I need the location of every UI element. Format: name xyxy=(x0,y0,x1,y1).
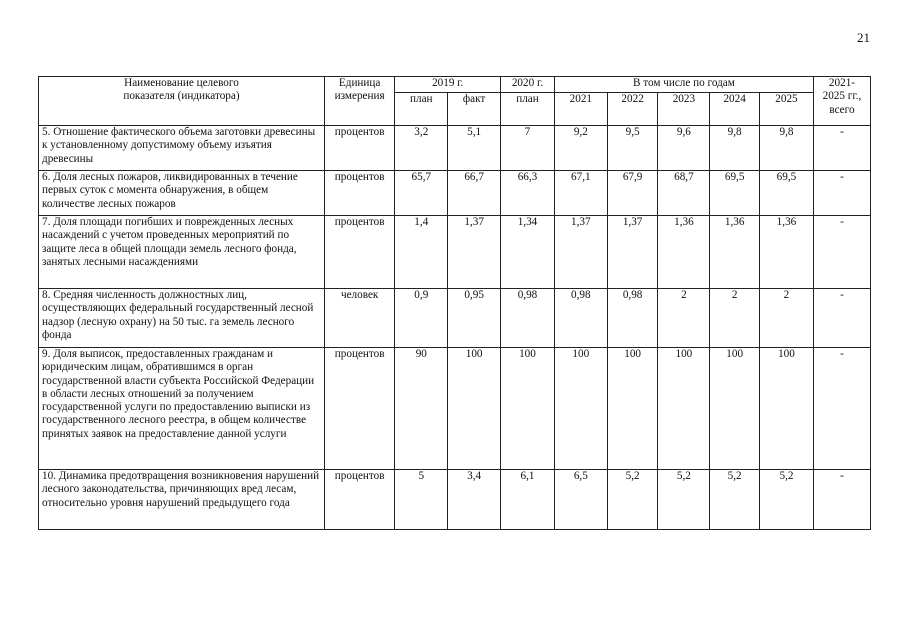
value-2019-fact: 3,4 xyxy=(448,470,501,530)
value-2019-fact: 1,37 xyxy=(448,216,501,289)
value-total: - xyxy=(813,171,870,216)
header-2022: 2022 xyxy=(607,93,658,126)
value-2025: 9,8 xyxy=(760,126,814,171)
header-year-2020: 2020 г. xyxy=(501,77,555,93)
value-2020-plan: 1,34 xyxy=(501,216,555,289)
indicator-name: 8. Средняя численность должностных лиц, осуществляющих федеральный государственный лесной надзор (лесную охрану) на 50 тыс. га земель лесного фонда xyxy=(39,289,325,348)
page-number: 21 xyxy=(857,30,870,45)
indicator-name: 10. Динамика предотвращения возникновения нарушений лесного законодательства, причиняющих вред лесам, относительно уровня нарушений предыдущего года xyxy=(39,470,325,530)
value-2020-plan: 0,98 xyxy=(501,289,555,348)
value-2025: 69,5 xyxy=(760,171,814,216)
indicator-name: 9. Доля выписок, предоставленных гражданам и юридическим лицам, обратившимся в орган государственной власти субъекта Российской Федерации в области лесных отношений за получением государственной услуги по предоставлению выписки из государственного лесного реестра, в общем количестве принятых заявок на предоставление данной услуги xyxy=(39,348,325,470)
value-2019-fact: 100 xyxy=(448,348,501,470)
value-2021: 100 xyxy=(554,348,607,470)
value-2024: 69,5 xyxy=(710,171,760,216)
value-2023: 100 xyxy=(658,348,710,470)
value-2024: 9,8 xyxy=(710,126,760,171)
value-2024: 100 xyxy=(710,348,760,470)
header-year-2019: 2019 г. xyxy=(395,77,501,93)
value-2023: 9,6 xyxy=(658,126,710,171)
value-2019-plan: 0,9 xyxy=(395,289,448,348)
header-by-years: В том числе по годам xyxy=(554,77,813,93)
value-2022: 67,9 xyxy=(607,171,658,216)
value-2024: 1,36 xyxy=(710,216,760,289)
header-total: 2021- 2025 гг., всего xyxy=(813,77,870,126)
indicator-unit: процентов xyxy=(324,348,394,470)
value-2021: 6,5 xyxy=(554,470,607,530)
indicator-unit: человек xyxy=(324,289,394,348)
value-2025: 100 xyxy=(760,348,814,470)
table-row xyxy=(39,171,871,216)
header-2019-plan: план xyxy=(395,93,448,126)
value-total: - xyxy=(813,348,870,470)
value-2019-plan: 65,7 xyxy=(395,171,448,216)
target-indicators-table xyxy=(38,76,871,530)
value-2021: 0,98 xyxy=(554,289,607,348)
value-2020-plan: 66,3 xyxy=(501,171,555,216)
value-2019-fact: 0,95 xyxy=(448,289,501,348)
table-row xyxy=(39,289,871,348)
value-2021: 67,1 xyxy=(554,171,607,216)
value-2023: 5,2 xyxy=(658,470,710,530)
header-unit: Единица измерения xyxy=(324,77,394,126)
value-2019-plan: 90 xyxy=(395,348,448,470)
value-2020-plan: 6,1 xyxy=(501,470,555,530)
header-2025: 2025 xyxy=(760,93,814,126)
value-2024: 2 xyxy=(710,289,760,348)
value-2023: 68,7 xyxy=(658,171,710,216)
table-row xyxy=(39,348,871,470)
value-2023: 1,36 xyxy=(658,216,710,289)
indicator-unit: процентов xyxy=(324,216,394,289)
value-2020-plan: 100 xyxy=(501,348,555,470)
value-total: - xyxy=(813,126,870,171)
value-2023: 2 xyxy=(658,289,710,348)
value-2022: 100 xyxy=(607,348,658,470)
header-2019-fact: факт xyxy=(448,93,501,126)
indicator-unit: процентов xyxy=(324,171,394,216)
value-2022: 1,37 xyxy=(607,216,658,289)
indicator-name: 6. Доля лесных пожаров, ликвидированных в течение первых суток с момента обнаружения, в общем количестве лесных пожаров xyxy=(39,171,325,216)
indicator-name: 7. Доля площади погибших и поврежденных лесных насаждений с учетом проведенных мероприятий по защите леса в общей площади земель лесного фонда, занятых лесными насаждениями xyxy=(39,216,325,289)
value-total: - xyxy=(813,470,870,530)
value-2024: 5,2 xyxy=(710,470,760,530)
indicator-unit: процентов xyxy=(324,470,394,530)
value-total: - xyxy=(813,289,870,348)
value-2025: 2 xyxy=(760,289,814,348)
value-2021: 9,2 xyxy=(554,126,607,171)
value-2019-plan: 5 xyxy=(395,470,448,530)
header-2023: 2023 xyxy=(658,93,710,126)
value-2019-plan: 3,2 xyxy=(395,126,448,171)
value-2025: 5,2 xyxy=(760,470,814,530)
indicator-unit: процентов xyxy=(324,126,394,171)
header-2021: 2021 xyxy=(554,93,607,126)
value-2020-plan: 7 xyxy=(501,126,555,171)
value-total: - xyxy=(813,216,870,289)
value-2021: 1,37 xyxy=(554,216,607,289)
value-2022: 0,98 xyxy=(607,289,658,348)
value-2025: 1,36 xyxy=(760,216,814,289)
header-2024: 2024 xyxy=(710,93,760,126)
value-2019-fact: 5,1 xyxy=(448,126,501,171)
value-2019-fact: 66,7 xyxy=(448,171,501,216)
indicator-name: 5. Отношение фактического объема заготовки древесины к установленному допустимому объему изъятия древесины xyxy=(39,126,325,171)
value-2022: 5,2 xyxy=(607,470,658,530)
header-indicator-name: Наименование целевого показателя (индикатора) xyxy=(39,77,325,126)
table-row xyxy=(39,470,871,530)
table-row xyxy=(39,126,871,171)
value-2022: 9,5 xyxy=(607,126,658,171)
header-2020-plan: план xyxy=(501,93,555,126)
value-2019-plan: 1,4 xyxy=(395,216,448,289)
table-row xyxy=(39,216,871,289)
